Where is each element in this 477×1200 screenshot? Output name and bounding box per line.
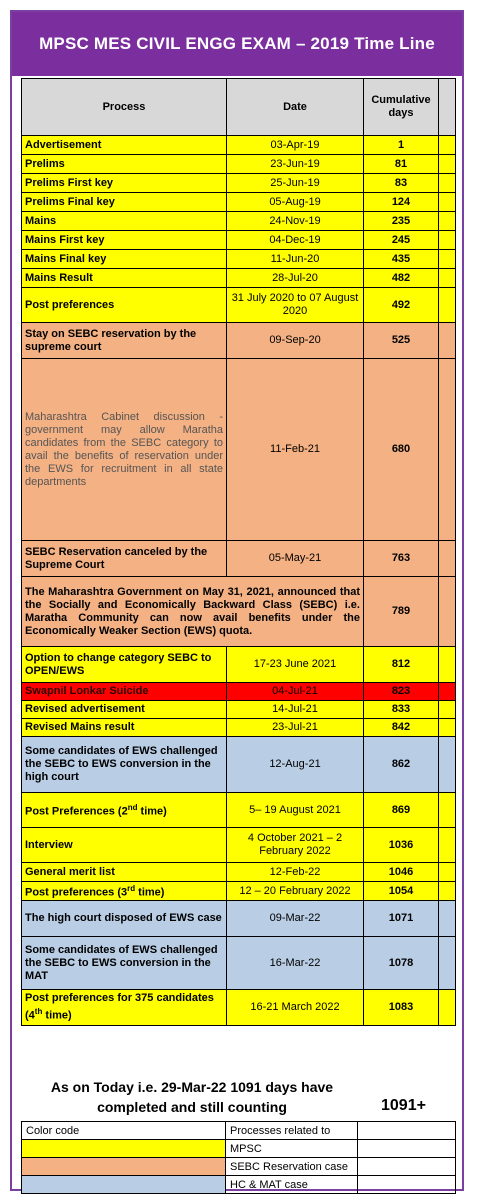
row-days: 1083 bbox=[364, 990, 439, 1026]
row-date: 24-Nov-19 bbox=[227, 212, 364, 231]
row-spacer bbox=[439, 937, 456, 990]
row-days: 842 bbox=[364, 719, 439, 737]
row-spacer bbox=[439, 269, 456, 288]
row-spacer bbox=[439, 793, 456, 828]
row-process bbox=[22, 683, 227, 701]
row-date: 31 July 2020 to 07 August 2020 bbox=[227, 288, 364, 323]
row-process bbox=[22, 701, 227, 719]
row-days: 81 bbox=[364, 155, 439, 174]
row-date: 5– 19 August 2021 bbox=[227, 793, 364, 828]
row-spacer bbox=[439, 719, 456, 737]
table-row bbox=[22, 288, 456, 323]
row-process bbox=[22, 193, 227, 212]
row-days: 525 bbox=[364, 323, 439, 359]
row-date: 12 – 20 February 2022 bbox=[227, 882, 364, 901]
row-days: 124 bbox=[364, 193, 439, 212]
row-spacer bbox=[439, 231, 456, 250]
row-process-text: Revised Mains result bbox=[25, 721, 135, 733]
table-row bbox=[22, 577, 456, 647]
legend-row-mpsc bbox=[22, 1140, 456, 1158]
row-process-text: Some candidates of EWS challenged the SEBC to EWS conversion in the high court bbox=[25, 745, 218, 783]
row-days: 1054 bbox=[364, 882, 439, 901]
row-spacer bbox=[439, 828, 456, 863]
row-process-text: Maharashtra Cabinet discussion - government may allow Maratha candidates from the SEBC category to avail the benefits of reservation under the EWS for recruitment in all state departments bbox=[25, 410, 223, 488]
row-date: 04-Dec-19 bbox=[227, 231, 364, 250]
row-days: 1071 bbox=[364, 901, 439, 937]
row-spacer bbox=[439, 901, 456, 937]
row-process-text: SEBC Reservation canceled by the Supreme Court bbox=[25, 545, 208, 571]
row-days: 789 bbox=[364, 577, 439, 647]
row-spacer bbox=[439, 155, 456, 174]
row-date: 17-23 June 2021 bbox=[227, 647, 364, 683]
row-process-text: Post preferences bbox=[25, 298, 115, 311]
timeline-table bbox=[21, 78, 456, 1026]
row-days: 763 bbox=[364, 541, 439, 577]
legend-title: Color code bbox=[22, 1122, 226, 1140]
row-spacer bbox=[439, 577, 456, 647]
table-row bbox=[22, 359, 456, 541]
row-process-text: The Maharashtra Government on May 31, 2021, announced that the Socially and Economically Backward Class (SEBC) i.e. Maratha Community can now avail benefits under the Economically Weaker Section (EWS) quota. bbox=[25, 585, 360, 637]
row-process-text: Interview bbox=[25, 838, 73, 851]
row-date: 23-Jun-19 bbox=[227, 155, 364, 174]
table-row bbox=[22, 174, 456, 193]
row-date: 14-Jul-21 bbox=[227, 701, 364, 719]
row-days: 680 bbox=[364, 359, 439, 541]
row-process bbox=[22, 288, 227, 323]
row-process-text: Post preferences (3 bbox=[25, 886, 128, 899]
row-process-suffix: time) bbox=[42, 1009, 72, 1022]
row-days: 823 bbox=[364, 683, 439, 701]
row-date: 16-21 March 2022 bbox=[227, 990, 364, 1026]
row-spacer bbox=[439, 541, 456, 577]
table-row bbox=[22, 323, 456, 359]
row-date: 11-Feb-21 bbox=[227, 359, 364, 541]
row-spacer bbox=[439, 647, 456, 683]
header-date: Date bbox=[227, 79, 364, 136]
table-row bbox=[22, 541, 456, 577]
row-process-text: Mains Final key bbox=[25, 252, 107, 265]
row-date: 03-Apr-19 bbox=[227, 136, 364, 155]
table-row bbox=[22, 155, 456, 174]
table-row bbox=[22, 937, 456, 990]
row-process-text: Some candidates of EWS challenged the SEBC to EWS conversion in the MAT bbox=[25, 943, 218, 982]
row-process-text: Prelims First key bbox=[25, 176, 114, 189]
row-spacer bbox=[439, 701, 456, 719]
page-title: MPSC MES CIVIL ENGG EXAM – 2019 Time Line bbox=[12, 12, 462, 76]
table-row bbox=[22, 212, 456, 231]
row-process-text: Revised advertisement bbox=[25, 703, 145, 715]
row-date: 4 October 2021 – 2 February 2022 bbox=[227, 828, 364, 863]
row-process bbox=[22, 737, 227, 793]
row-process bbox=[22, 250, 227, 269]
header-process: Process bbox=[22, 79, 227, 136]
timeline-rows bbox=[22, 136, 456, 1026]
table-row bbox=[22, 701, 456, 719]
row-date: 05-Aug-19 bbox=[227, 193, 364, 212]
table-row bbox=[22, 828, 456, 863]
row-spacer bbox=[439, 212, 456, 231]
row-process-text: The high court disposed of EWS case bbox=[25, 912, 222, 924]
row-process-text: Option to change category SEBC to OPEN/EWS bbox=[25, 651, 212, 677]
row-process-text: Mains bbox=[25, 214, 57, 227]
row-days: 245 bbox=[364, 231, 439, 250]
row-days: 1078 bbox=[364, 937, 439, 990]
row-date: 28-Jul-20 bbox=[227, 269, 364, 288]
legend-label-sebc: SEBC Reservation case bbox=[226, 1158, 358, 1176]
row-process bbox=[22, 212, 227, 231]
row-process bbox=[22, 882, 227, 901]
row-date: 23-Jul-21 bbox=[227, 719, 364, 737]
row-date: 09-Sep-20 bbox=[227, 323, 364, 359]
row-process-ordinal: th bbox=[34, 1007, 43, 1017]
row-process bbox=[22, 647, 227, 683]
row-process-text: Mains Result bbox=[25, 271, 93, 284]
table-row bbox=[22, 193, 456, 212]
table-row bbox=[22, 719, 456, 737]
row-date: 16-Mar-22 bbox=[227, 937, 364, 990]
row-spacer bbox=[439, 683, 456, 701]
row-days: 812 bbox=[364, 647, 439, 683]
row-process-text: Prelims Final key bbox=[25, 195, 115, 208]
row-days: 482 bbox=[364, 269, 439, 288]
row-spacer bbox=[439, 193, 456, 212]
row-process-text: Stay on SEBC reservation by the supreme court bbox=[25, 327, 197, 353]
row-date: 12-Feb-22 bbox=[227, 863, 364, 882]
row-days: 235 bbox=[364, 212, 439, 231]
legend-heading: Processes related to bbox=[226, 1122, 358, 1140]
row-process bbox=[22, 719, 227, 737]
row-date: 25-Jun-19 bbox=[227, 174, 364, 193]
row-days: 1036 bbox=[364, 828, 439, 863]
row-days: 492 bbox=[364, 288, 439, 323]
row-process-suffix: time) bbox=[137, 805, 167, 818]
row-date: 11-Jun-20 bbox=[227, 250, 364, 269]
row-days: 833 bbox=[364, 701, 439, 719]
row-process-text: General merit list bbox=[25, 865, 115, 878]
row-process-ordinal: rd bbox=[127, 884, 136, 894]
row-process bbox=[22, 174, 227, 193]
legend-header-row bbox=[22, 1122, 456, 1140]
today-text: As on Today i.e. 29-Mar-22 1091 days have completed and still counting bbox=[50, 1079, 334, 1115]
color-legend bbox=[21, 1121, 456, 1194]
row-process bbox=[22, 863, 227, 882]
today-days: 1091+ bbox=[381, 1097, 426, 1114]
row-spacer bbox=[439, 359, 456, 541]
table-row bbox=[22, 683, 456, 701]
table-row bbox=[22, 136, 456, 155]
header-spacer bbox=[439, 79, 456, 136]
row-days: 1 bbox=[364, 136, 439, 155]
row-date: 12-Aug-21 bbox=[227, 737, 364, 793]
row-days: 435 bbox=[364, 250, 439, 269]
row-spacer bbox=[439, 882, 456, 901]
row-process-text: Mains First key bbox=[25, 233, 105, 246]
legend-swatch-sebc bbox=[22, 1158, 226, 1176]
table-header-row bbox=[22, 79, 456, 136]
table-row bbox=[22, 737, 456, 793]
row-spacer bbox=[439, 288, 456, 323]
row-process bbox=[22, 937, 227, 990]
row-process bbox=[22, 828, 227, 863]
row-process bbox=[22, 323, 227, 359]
row-spacer bbox=[439, 323, 456, 359]
legend-swatch-mpsc bbox=[22, 1140, 226, 1158]
row-spacer bbox=[439, 737, 456, 793]
row-process-text: Advertisement bbox=[25, 138, 102, 151]
timeline-card bbox=[10, 10, 464, 1191]
legend-row-hc bbox=[22, 1176, 456, 1194]
row-process bbox=[22, 269, 227, 288]
row-spacer bbox=[439, 174, 456, 193]
row-process-text: Post Preferences (2 bbox=[25, 805, 128, 818]
row-process-text: Prelims bbox=[25, 157, 65, 170]
table-row bbox=[22, 793, 456, 828]
table-row bbox=[22, 647, 456, 683]
row-process bbox=[22, 793, 227, 828]
legend-label-mpsc: MPSC bbox=[226, 1140, 358, 1158]
row-days: 869 bbox=[364, 793, 439, 828]
row-spacer bbox=[439, 136, 456, 155]
row-spacer bbox=[439, 990, 456, 1026]
legend-label-hc: HC & MAT case bbox=[226, 1176, 358, 1194]
row-process bbox=[22, 990, 227, 1026]
row-process bbox=[22, 901, 227, 937]
row-days: 83 bbox=[364, 174, 439, 193]
header-days: Cumulative days bbox=[364, 79, 439, 136]
row-days: 1046 bbox=[364, 863, 439, 882]
row-process-text: Post preferences for 375 candidates (4 bbox=[25, 992, 214, 1022]
row-date: 05-May-21 bbox=[227, 541, 364, 577]
row-process bbox=[22, 541, 227, 577]
row-date: 04-Jul-21 bbox=[227, 683, 364, 701]
row-process bbox=[22, 231, 227, 250]
row-process bbox=[22, 155, 227, 174]
row-spacer bbox=[439, 863, 456, 882]
row-days: 862 bbox=[364, 737, 439, 793]
row-process bbox=[22, 136, 227, 155]
row-process bbox=[22, 577, 364, 647]
table-row bbox=[22, 231, 456, 250]
legend-swatch-hc bbox=[22, 1176, 226, 1194]
row-process-ordinal: nd bbox=[127, 803, 138, 813]
row-process bbox=[22, 359, 227, 541]
today-summary bbox=[21, 1073, 455, 1121]
legend-row-sebc bbox=[22, 1158, 456, 1176]
row-process-suffix: time) bbox=[135, 886, 165, 899]
table-row bbox=[22, 863, 456, 882]
row-process-text: Swapnil Lonkar Suicide bbox=[25, 685, 149, 697]
table-row bbox=[22, 882, 456, 901]
table-row bbox=[22, 250, 456, 269]
table-row bbox=[22, 990, 456, 1026]
table-row bbox=[22, 269, 456, 288]
row-date: 09-Mar-22 bbox=[227, 901, 364, 937]
row-spacer bbox=[439, 250, 456, 269]
table-row bbox=[22, 901, 456, 937]
